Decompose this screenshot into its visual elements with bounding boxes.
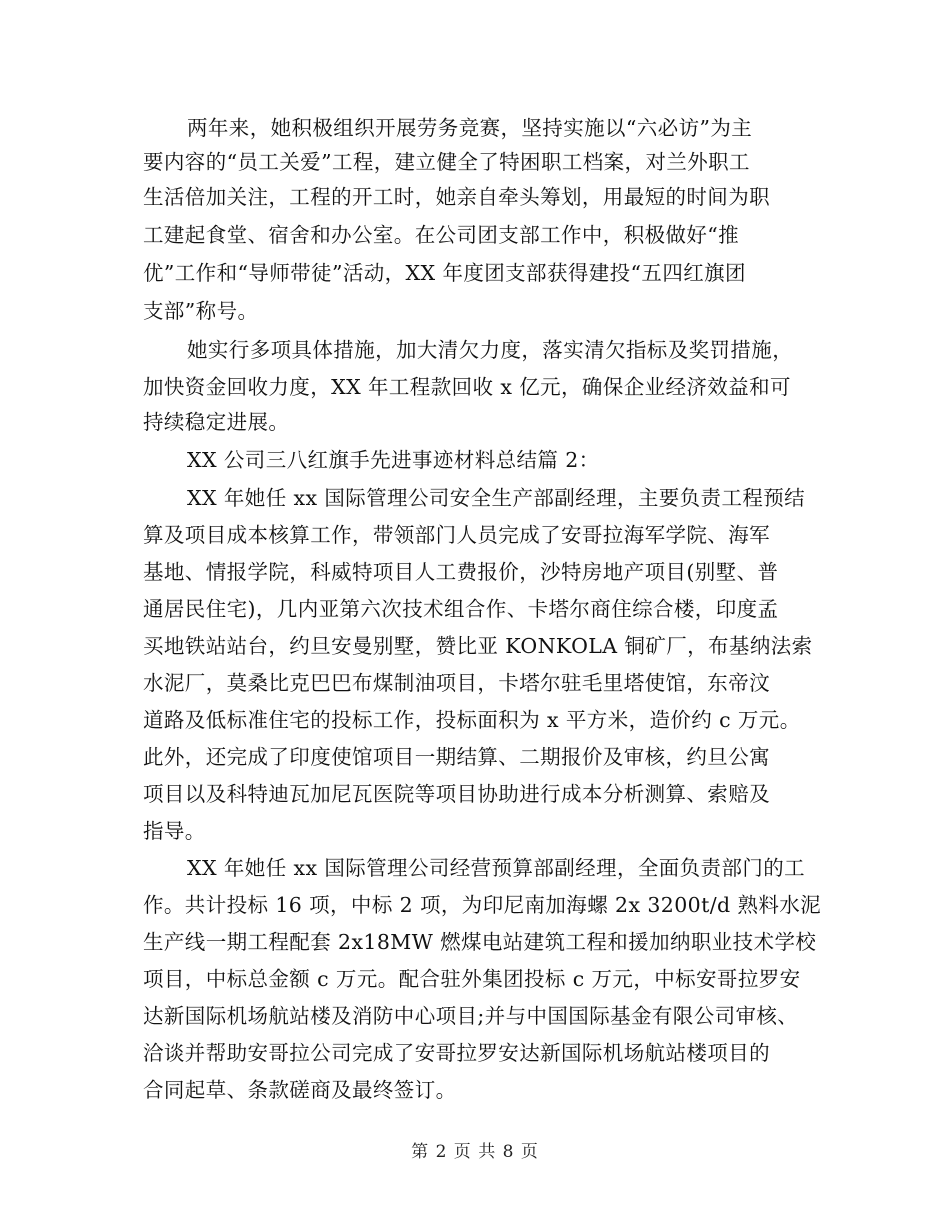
paragraph-4-line-4: 项目，中标总金额 c 万元。配合驻外集团投标 c 万元，中标安哥拉罗安	[143, 967, 801, 991]
page-number-footer: 第 2 页 共 8 页	[411, 1142, 539, 1162]
paragraph-3-line-10: 指导。	[143, 819, 206, 843]
paragraph-2-line-3: 持续稳定进展。	[143, 410, 290, 434]
paragraph-1-line-2: 要内容的“员工关爱”工程，建立健全了特困职工档案，对兰外职工	[143, 150, 750, 174]
paragraph-3-line-9: 项目以及科特迪瓦加尼瓦医院等项目协助进行成本分析测算、索赔及	[143, 782, 770, 806]
paragraph-1-line-5: 优”工作和“导师带徒”活动，XX 年度团支部获得建投“五四红旗团	[143, 261, 746, 285]
paragraph-3-line-6: 水泥厂，莫桑比克巴巴布煤制油项目，卡塔尔驻毛里塔使馆，东帝汶	[143, 671, 770, 695]
paragraph-4-line-1: XX 年她任 xx 国际管理公司经营预算部副经理，全面负责部门的工	[187, 856, 806, 880]
paragraph-1-line-3: 生活倍加关注，工程的开工时，她亲自牵头筹划，用最短的时间为职	[143, 185, 770, 209]
section-heading: XX 公司三八红旗手先进事迹材料总结篇 2：	[187, 448, 600, 472]
paragraph-3-line-3: 基地、情报学院，科威特项目人工费报价，沙特房地产项目(别墅、普	[143, 560, 779, 584]
paragraph-1-line-4: 工建起食堂、宿舍和办公室。在公司团支部工作中，积极做好“推	[143, 223, 740, 247]
paragraph-4-line-5: 达新国际机场航站楼及消防中心项目;并与中国国际基金有限公司审核、	[143, 1004, 799, 1028]
paragraph-3-line-4: 通居民住宅)，几内亚第六次技术组合作、卡塔尔商住综合楼，印度孟	[143, 597, 779, 621]
paragraph-3-line-7: 道路及低标准住宅的投标工作，投标面积为 x 平方米，造价约 c 万元。	[143, 708, 801, 732]
paragraph-4-line-7: 合同起草、条款磋商及最终签订。	[143, 1078, 457, 1102]
paragraph-3-line-2: 算及项目成本核算工作，带领部门人员完成了安哥拉海军学院、海军	[143, 523, 770, 547]
paragraph-4-line-6: 洽谈并帮助安哥拉公司完成了安哥拉罗安达新国际机场航站楼项目的	[143, 1041, 770, 1065]
paragraph-3-line-5: 买地铁站站台，约旦安曼别墅，赞比亚 KONKOLA 铜矿厂，布基纳法索	[143, 634, 813, 658]
paragraph-1-line-6: 支部”称号。	[143, 299, 259, 323]
paragraph-4-line-2: 作。共计投标 16 项，中标 2 项，为印尼南加海螺 2x 3200t/d 熟料水泥	[143, 893, 822, 917]
paragraph-3-line-1: XX 年她任 xx 国际管理公司安全生产部副经理，主要负责工程预结	[187, 486, 806, 510]
paragraph-2-line-1: 她实行多项具体措施，加大清欠力度，落实清欠指标及奖罚措施，	[187, 338, 794, 362]
paragraph-4-line-3: 生产线一期工程配套 2x18MW 燃煤电站建筑工程和援加纳职业技术学校	[143, 930, 817, 954]
paragraph-1-line-1: 两年来，她积极组织开展劳务竞赛，坚持实施以“六必访”为主	[187, 116, 753, 140]
paragraph-2-line-2: 加快资金回收力度，XX 年工程款回收 x 亿元，确保企业经济效益和可	[143, 375, 791, 399]
paragraph-3-line-8: 此外，还完成了印度使馆项目一期结算、二期报价及审核，约旦公寓	[143, 745, 770, 769]
